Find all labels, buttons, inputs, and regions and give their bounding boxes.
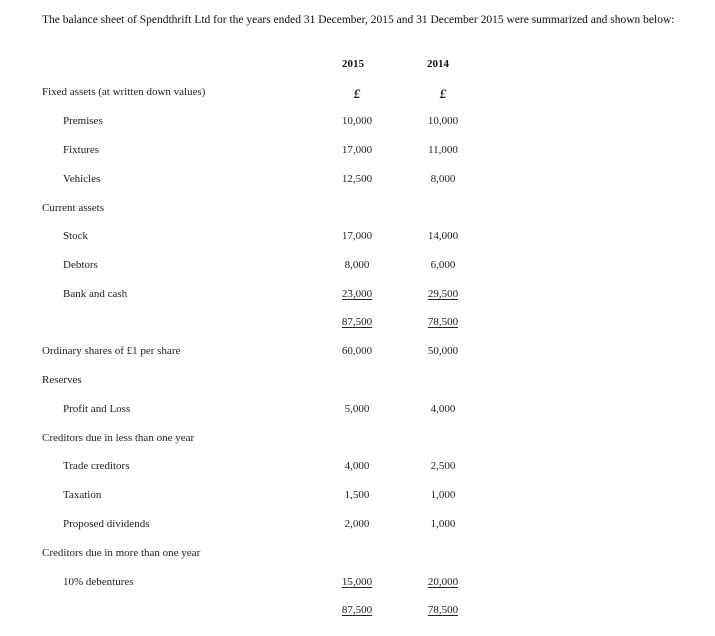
section-heading	[0, 432, 715, 450]
value-2014: 50,000	[427, 345, 459, 357]
value-2014: 2,500	[430, 460, 456, 472]
value-2014: 10,000	[427, 115, 459, 127]
value-2015: 12,500	[341, 173, 373, 185]
row-label: Bank and cash	[63, 288, 128, 300]
total-2015: 87,500	[341, 604, 373, 616]
row-label: Reserves	[42, 374, 82, 386]
row-label: Ordinary shares of £1 per share	[42, 345, 181, 357]
table-row	[0, 144, 715, 162]
table-row	[0, 230, 715, 248]
table-row	[0, 86, 715, 104]
value-2015: 23,000	[341, 288, 373, 300]
value-2014: 1,000	[430, 489, 456, 501]
currency-symbol: £	[353, 86, 361, 101]
row-label: Profit and Loss	[63, 403, 131, 415]
value-2014: 1,000	[430, 518, 456, 530]
total-2014: 78,500	[427, 316, 459, 328]
table-row	[0, 460, 715, 478]
value-2015: 60,000	[341, 345, 373, 357]
table-row	[0, 259, 715, 277]
value-2015: 2,000	[344, 518, 370, 530]
row-label: Taxation	[63, 489, 102, 501]
row-label: Trade creditors	[63, 460, 130, 472]
row-label: Creditors due in less than one year	[42, 432, 195, 444]
value-2015: 17,000	[341, 144, 373, 156]
total-row	[0, 604, 715, 622]
column-header-2014: 2014	[427, 58, 449, 70]
value-2014: 11,000	[428, 144, 458, 156]
table-row	[0, 518, 715, 536]
section-heading	[0, 202, 715, 220]
row-label: Proposed dividends	[63, 518, 150, 530]
value-2015: 17,000	[341, 230, 373, 242]
value-2014: 4,000	[430, 403, 456, 415]
row-label: 10% debentures	[63, 576, 134, 588]
value-2015: 5,000	[344, 403, 370, 415]
row-label: Debtors	[63, 259, 98, 271]
intro-text: The balance sheet of Spendthrift Ltd for the years ended 31 December, 2015 and 31 December 2015 were summarized and shown below:	[42, 14, 675, 26]
row-label: Premises	[63, 115, 103, 127]
table-row	[0, 115, 715, 133]
value-2014: 6,000	[430, 259, 456, 271]
row-label: Vehicles	[63, 173, 101, 185]
value-2014: 29,500	[427, 288, 459, 300]
section-heading	[0, 374, 715, 392]
table-row	[0, 489, 715, 507]
column-header-2015: 2015	[342, 58, 364, 70]
value-2015: 1,500	[344, 489, 370, 501]
total-2014: 78,500	[427, 604, 459, 616]
currency-symbol: £	[439, 86, 447, 101]
table-row	[0, 403, 715, 421]
value-2015: 15,000	[341, 576, 373, 588]
table-row	[0, 173, 715, 191]
row-label: Fixed assets (at written down values)	[42, 86, 206, 98]
section-heading	[0, 547, 715, 565]
row-label: Fixtures	[63, 144, 100, 156]
table-row	[0, 288, 715, 306]
value-2015: 10,000	[341, 115, 373, 127]
value-2015: 4,000	[344, 460, 370, 472]
value-2014: 8,000	[430, 173, 456, 185]
value-2015: 8,000	[344, 259, 370, 271]
total-2015: 87,500	[341, 316, 373, 328]
value-2014: 20,000	[427, 576, 459, 588]
value-2014: 14,000	[427, 230, 459, 242]
row-label: Current assets	[42, 202, 105, 214]
row-label: Creditors due in more than one year	[42, 547, 201, 559]
row-label: Stock	[63, 230, 89, 242]
total-row	[0, 316, 715, 334]
table-row	[0, 576, 715, 594]
table-row	[0, 345, 715, 363]
